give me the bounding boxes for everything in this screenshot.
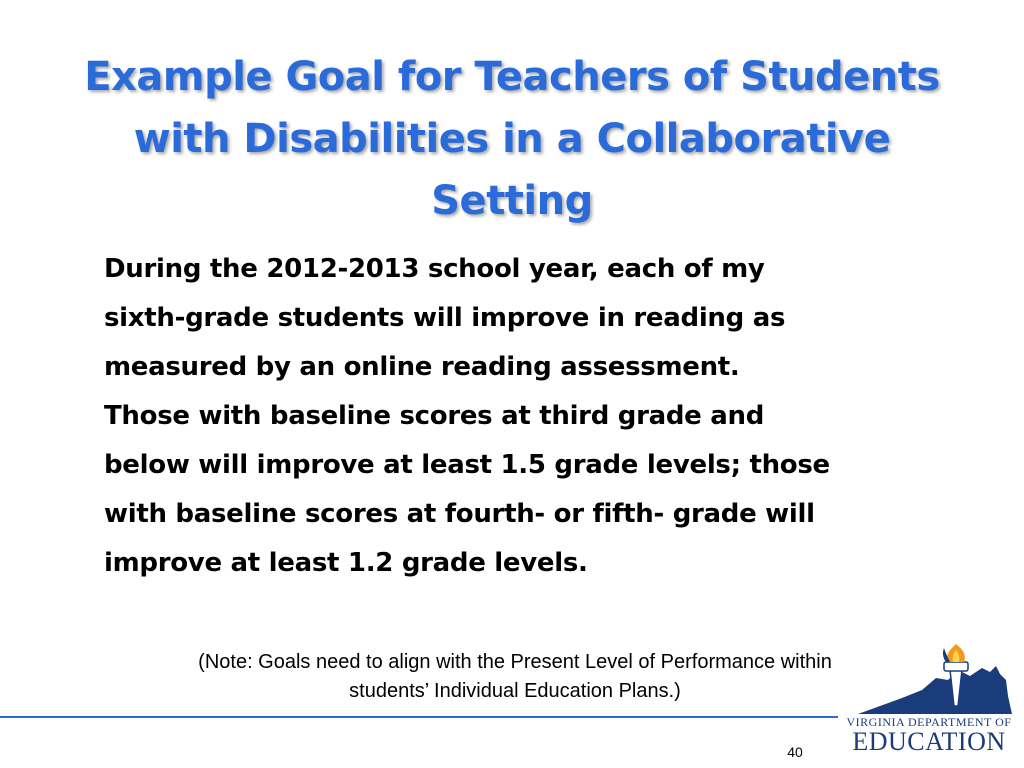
- goal-line: below will improve at least 1.5 grade levels; those: [104, 450, 830, 480]
- note-line: (Note: Goals need to align with the Present Level of Performance within: [198, 651, 832, 673]
- torch-over-virginia-map-icon: [840, 640, 1016, 720]
- goal-line: improve at least 1.2 grade levels.: [104, 548, 588, 578]
- goal-line: During the 2012-2013 school year, each of my: [104, 254, 765, 284]
- footer-divider: [0, 716, 838, 718]
- goal-statement: [104, 245, 934, 588]
- title-line: Setting: [431, 178, 593, 224]
- goal-line: with baseline scores at fourth- or fifth- grade will: [104, 499, 815, 529]
- torch-cup: [944, 662, 968, 671]
- virginia-map-shape: [858, 666, 1012, 714]
- vdoe-logo: [840, 640, 1016, 764]
- logo-text-main: EDUCATION: [852, 727, 1006, 756]
- note: [80, 648, 950, 706]
- note-line: students’ Individual Education Plans.): [349, 680, 681, 702]
- goal-line: sixth-grade students will improve in reading as: [104, 303, 786, 333]
- page-number: 40: [787, 744, 803, 760]
- logo-text-top: VIRGINIA DEPARTMENT OF: [846, 715, 1012, 729]
- goal-line: Those with baseline scores at third grade and: [104, 401, 765, 431]
- title-line: with Disabilities in a Collaborative: [133, 116, 891, 162]
- slide-title: [20, 46, 1004, 232]
- goal-line: measured by an online reading assessment.: [104, 352, 740, 382]
- title-line: Example Goal for Teachers of Students: [84, 54, 940, 100]
